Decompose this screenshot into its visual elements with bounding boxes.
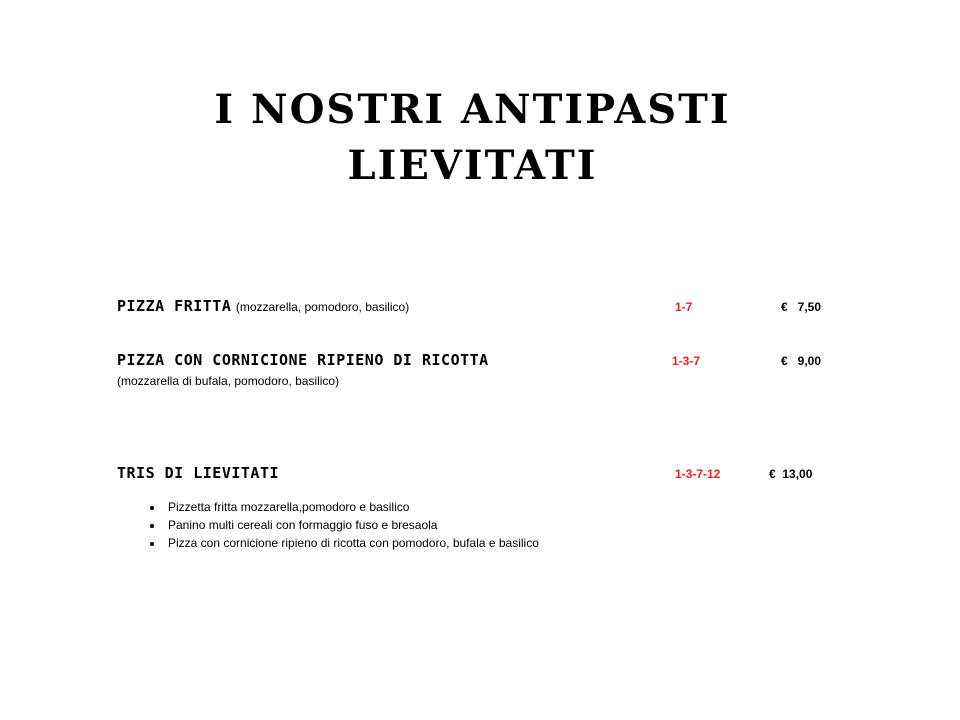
item-allergens: 1-3-7-12 xyxy=(675,467,721,481)
item-price: € 7,50 xyxy=(781,300,822,314)
item-description: (mozzarella di bufala, pomodoro, basilico) xyxy=(117,374,340,388)
menu-item-tris-lievitati xyxy=(117,464,837,483)
item-name: PIZZA CON CORNICIONE RIPIENO DI RICOTTA xyxy=(117,351,489,369)
item-allergens: 1-7 xyxy=(675,300,693,314)
item-name: TRIS DI LIEVITATI xyxy=(117,464,280,482)
item-price: € 13,00 xyxy=(769,467,813,481)
item-description: (mozzarella, pomodoro, basilico) xyxy=(235,300,410,314)
menu-title xyxy=(0,82,945,194)
item-price: € 9,00 xyxy=(781,354,822,368)
menu-title-line-2: LIEVITATI xyxy=(347,142,598,189)
list-item: • Pizza con cornicione ripieno di ricotta con pomodoro, bufala e basilico xyxy=(164,534,539,552)
menu-title-line-1: I NOSTRI ANTIPASTI xyxy=(214,86,731,133)
list-item: • Pizzetta fritta mozzarella,pomodoro e basilico xyxy=(164,498,539,516)
tris-components-list xyxy=(140,498,539,552)
menu-item-pizza-fritta xyxy=(117,297,837,316)
item-allergens: 1-3-7 xyxy=(672,354,701,368)
menu-item-pizza-cornicione xyxy=(117,351,837,388)
item-name: PIZZA FRITTA xyxy=(117,297,232,315)
list-item: • Panino multi cereali con formaggio fuso e bresaola xyxy=(164,516,539,534)
